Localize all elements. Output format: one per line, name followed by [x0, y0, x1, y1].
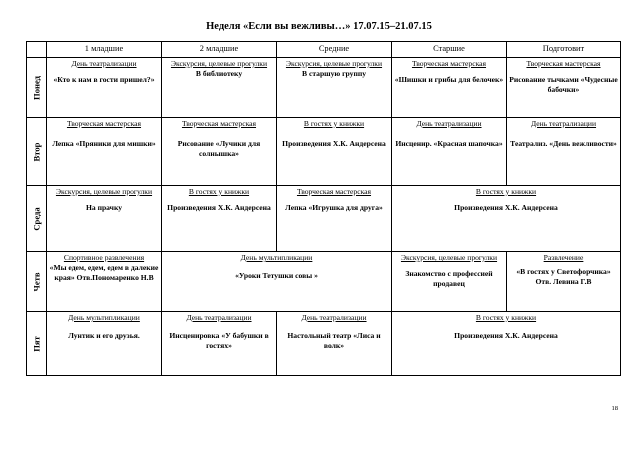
activity-title: Театрализ. «День вежливости»: [510, 138, 617, 148]
document-title: Неделя «Если вы вежливы…» 17.07.15–21.07.15: [206, 21, 432, 32]
activity-category: День мультипликации: [68, 313, 140, 322]
column-header: Подготовит: [507, 42, 621, 58]
activity-category: Экскурсия, целевые прогулки: [285, 59, 383, 68]
activity-category: В гостях у книжки: [188, 187, 250, 196]
activity-title: Произведения Х.К. Андерсена: [454, 330, 558, 340]
column-header: 2 младшие: [162, 42, 277, 58]
activity-category: Творческая мастерская: [66, 119, 142, 128]
day-label: Среда: [30, 206, 41, 231]
column-header: Средние: [277, 42, 392, 58]
activity-title: На прачку: [85, 202, 123, 212]
activity-cell: [507, 118, 621, 186]
activity-category: Экскурсия, целевые прогулки: [55, 187, 153, 196]
activity-title: «Кто к нам в гости пришел?»: [53, 74, 155, 84]
activity-title: «В гостях у Светофорчика» Отв. Левина Г.В: [516, 266, 611, 286]
header-row: [27, 42, 621, 58]
activity-cell: [507, 58, 621, 118]
day-label-cell: [27, 312, 47, 376]
activity-title: Рисование «Лучики для солнышка»: [177, 138, 261, 158]
day-label: Понед: [30, 75, 41, 100]
schedule-table: [26, 41, 621, 376]
activity-category: В гостях у книжки: [303, 119, 365, 128]
activity-category: День театрализации: [301, 313, 367, 322]
day-label: Втор: [30, 142, 41, 161]
activity-cell: [507, 252, 621, 312]
activity-cell: [47, 118, 162, 186]
day-label-cell: [27, 252, 47, 312]
activity-cell: [277, 58, 392, 118]
activity-category: День театрализации: [71, 59, 137, 68]
activity-title: Рисование тычками «Чудесные бабочки»: [509, 74, 618, 94]
activity-title: Произведения Х.К. Андерсена: [282, 138, 386, 148]
corner-cell: [27, 42, 47, 58]
activity-category: Экскурсия, целевые прогулки: [400, 253, 498, 262]
activity-cell: [47, 58, 162, 118]
activity-cell: [392, 186, 621, 252]
activity-cell: [392, 58, 507, 118]
activity-cell: [162, 252, 392, 312]
activity-title: Лепка «Пряники для мишки»: [52, 138, 156, 148]
day-row-tuesday: [27, 118, 621, 186]
activity-title: «Мы едем, едем, едем в далекие края» Отв.Пономаренко Н.В: [49, 262, 159, 282]
column-header: Старшие: [392, 42, 507, 58]
activity-cell: [392, 312, 621, 376]
activity-category: В гостях у книжки: [475, 313, 537, 322]
day-row-thursday: [27, 252, 621, 312]
activity-title: Лепка «Игрушка для друга»: [285, 202, 383, 212]
activity-title: Знакомство с профессией продавец: [405, 268, 493, 288]
activity-cell: [47, 312, 162, 376]
activity-title: Произведения Х.К. Андерсена: [454, 202, 558, 212]
activity-category: Развлечение: [543, 253, 584, 262]
activity-category: Творческая мастерская: [411, 59, 487, 68]
day-row-monday: [27, 58, 621, 118]
activity-cell: [162, 312, 277, 376]
day-label-cell: [27, 186, 47, 252]
activity-cell: [47, 186, 162, 252]
activity-cell: [392, 252, 507, 312]
activity-cell: [47, 252, 162, 312]
activity-title: Инсцениp. «Красная шапочка»: [395, 138, 503, 148]
activity-title: Лунтик и его друзья.: [68, 330, 140, 340]
activity-cell: [162, 58, 277, 118]
day-row-wednesday: [27, 186, 621, 252]
activity-title: В библиотеку: [195, 68, 243, 78]
activity-category: День театрализации: [416, 119, 482, 128]
activity-cell: [162, 186, 277, 252]
activity-title: Настольный театр «Лиса и волк»: [287, 330, 381, 350]
activity-cell: [392, 118, 507, 186]
day-label: Пят: [30, 335, 41, 352]
activity-category: Творческая мастерская: [181, 119, 257, 128]
activity-category: Экскурсия, целевые прогулки: [170, 59, 268, 68]
activity-title: «Шишки и грибы для белочек»: [394, 74, 504, 84]
column-header: 1 младшие: [47, 42, 162, 58]
day-row-friday: [27, 312, 621, 376]
day-label: Четв: [30, 272, 41, 291]
activity-title: Произведения Х.К. Андерсена: [167, 202, 271, 212]
activity-category: В гостях у книжки: [475, 187, 537, 196]
activity-category: День театрализации: [186, 313, 252, 322]
activity-cell: [277, 312, 392, 376]
activity-category: Творческая мастерская: [296, 187, 372, 196]
page-number: 18: [611, 405, 618, 412]
activity-cell: [162, 118, 277, 186]
activity-cell: [277, 186, 392, 252]
activity-category: Творческая мастерская: [526, 59, 601, 68]
day-label-cell: [27, 118, 47, 186]
day-label-cell: [27, 58, 47, 118]
activity-title: «Уроки Тетушки совы »: [235, 270, 318, 280]
activity-title: Инсценировка «У бабушки в гостях»: [169, 330, 269, 350]
activity-category: День мультипликации: [240, 253, 313, 262]
activity-cell: [277, 118, 392, 186]
activity-category: Спортивное развлечения: [63, 253, 145, 262]
activity-title: В старшую группу: [301, 68, 366, 78]
activity-category: День театрализации: [530, 119, 597, 128]
